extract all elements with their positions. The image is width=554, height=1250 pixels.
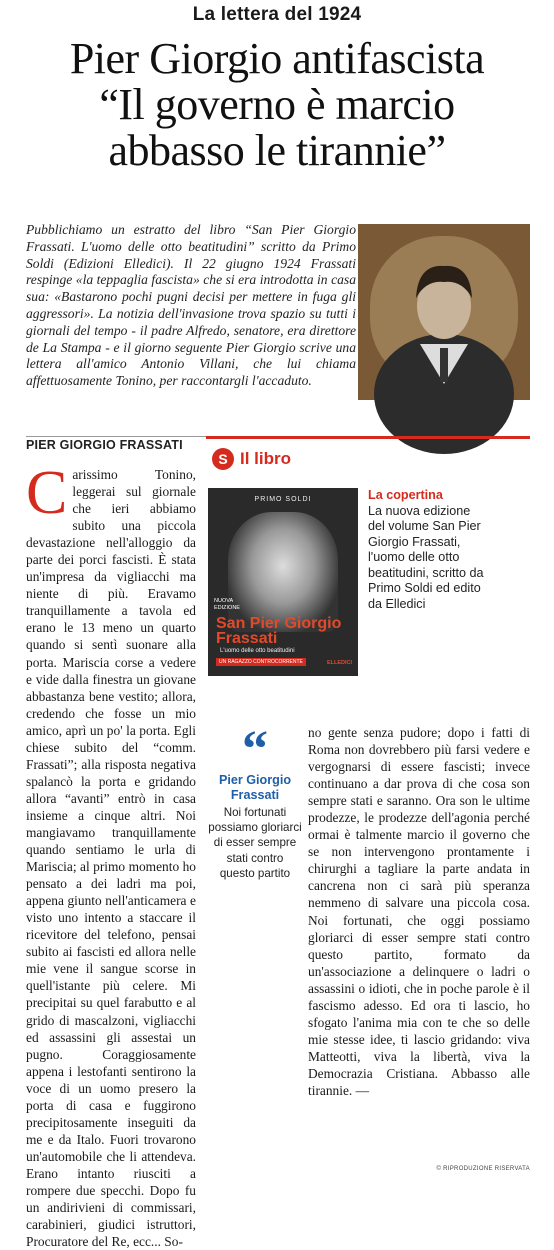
book-caption-text: La nuova edizione del volume San Pier Giorgio Frassati, l'uomo delle otto beatitudini, scritto da Primo Soldi ed edito da Elledici — [368, 503, 484, 611]
headline-line-3: abbasso le tirannie” — [108, 126, 446, 175]
frassati-portrait-image — [358, 224, 530, 400]
book-cover-publisher-logo: ELLEDICI — [326, 660, 352, 666]
article-column-left — [26, 459, 196, 1250]
byline: PIER GIORGIO FRASSATI — [26, 438, 183, 452]
book-cover-banner: UN RAGAZZO CONTROCORRENTE — [216, 658, 306, 666]
headline — [0, 36, 554, 174]
copyright-notice: © RIPRODUZIONE RISERVATA — [436, 1166, 530, 1172]
pull-quote-text: Noi fortunati possiamo gloriarci di esser sempre stati contro questo partito — [208, 806, 302, 880]
intro-paragraph: Pubblichiamo un estratto del libro “San Pier Giorgio Frassati. L'uomo delle otto beatitudini” scritto da Primo Soldi (Edizioni Elledici). Il 22 giugno 1924 Frassati respinge «la teppaglia fascista» che si era introdotta in casa sua: «Bastarono pochi pugni decisi per mettere in fuga gli aggressori». La notizia dell'invasione trova spazio su tutti i giornali del tempo - il padre Alfredo, senatore, era direttore de La Stampa - e il giorno seguente Pier Giorgio scrive una lettera all'amico Antonio Villani, che lui chiama affettuosamente Tonino, per raccontargli l'accaduto. — [26, 222, 356, 389]
book-box-badge-icon: S — [212, 448, 234, 470]
book-caption — [368, 488, 488, 612]
book-cover-author: PRIMO SOLDI — [254, 496, 312, 503]
book-box-top-rule — [206, 436, 530, 439]
headline-line-2: “Il governo è marcio — [99, 80, 455, 129]
article-column-right: no gente senza pudore; dopo i fatti di Roma non dovrebbero più farsi vedere e vergognarsi di essere fascisti; invece continuano a dar prova di che cosa son sempre stati e saranno. Ora son le ultime prodezze, le prodezze dell'agonia perché ormai è talmente marcio il governo che se non intervengono prontamente i chirurghi a tagliare la parte andata in cancrena non ci sarà più speranza nemmeno di salvare una piccola cosa. Noi fortunati, che oggi possiamo gloriarci di esser sempre stati contro questo partito, formato da un'associazione a delinquere o ladri o assassini o idioti, che in poche parole è il fascismo adesso. Ed ora ti lascio, ho sfogato l'anima mia con te che so delle mie stesse idee, ti lascio gridando: viva Matteotti, viva la libertà, viva la Democrazia Cristiana. Abbasso alle tirannie. — — [308, 725, 530, 1098]
book-box-title: Il libro — [240, 449, 291, 468]
book-cover-photo — [228, 512, 338, 632]
drop-cap: C — [26, 459, 68, 527]
book-cover-title-line-2: Frassati — [216, 630, 278, 647]
headline-line-1: Pier Giorgio antifascista — [69, 34, 485, 83]
kicker: La lettera del 1924 — [192, 4, 362, 25]
book-caption-lead: La copertina — [368, 488, 443, 502]
article-text-left: arissimo Tonino, leggerai sul giornale che ieri abbiamo subito una piccola devastazione nell'alloggio da parte dei porci fascisti. È stata un'impresa da vigliacchi ma niente di più. Eravamo tranquillamente a tavola ed erano le 13 meno un quarto quando si sentì suonare alla porta. Mariscia corse a vedere e vide dalla finestra un giovane abbastanza bene vestito; allora, credendo che fosse un mio amico, aprì un po' la porta. Egli chiese subito del “comm. Frassati”; alla risposta negativa spalancò la porta e gridando allora “avanti” entrò in casa insieme a cinque altri. Noi mangiavamo tranquillamente quando sentiamo le urla di Mariscia; al primo momento ho pensato a dei ladri ma poi, appena giunto nell'anticamera e visto uno intento a staccare il ricevitore del telefono, pensai subito ai fascisti ed allora nelle mie vene il sangue scorse in quell'istante più celere. Mi precipitai su quel farabutto e al grido di mascalzoni, vigliacchi ed assassini gli assestai un pugno. Coraggiosamente appena i lestofanti sentirono la voce di un uomo presero la porta di casa e fuggirono precipitosamente inseguiti da me e da Italo. Fuori trovarono un'automobile che li attendeva. Erano intanto riusciti a rompere due specchi. Dopo fu un andirivieni di commissari, carabinieri, giudici istruttori, Procuratore del Re, ecc... So- — [26, 467, 196, 1250]
book-cover-edition: NUOVA EDIZIONE — [214, 598, 240, 611]
book-cover-subtitle: L'uomo delle otto beatitudini — [220, 648, 295, 654]
pull-quote-author: Pier Giorgio Frassati — [218, 773, 292, 802]
book-cover-image — [208, 488, 358, 676]
quote-mark-icon: “ — [242, 721, 268, 778]
book-cover-title-line-1: San Pier Giorgio — [216, 615, 342, 632]
book-cover-title — [216, 616, 341, 646]
book-box-header — [212, 448, 291, 470]
portrait-illustration — [358, 224, 530, 400]
